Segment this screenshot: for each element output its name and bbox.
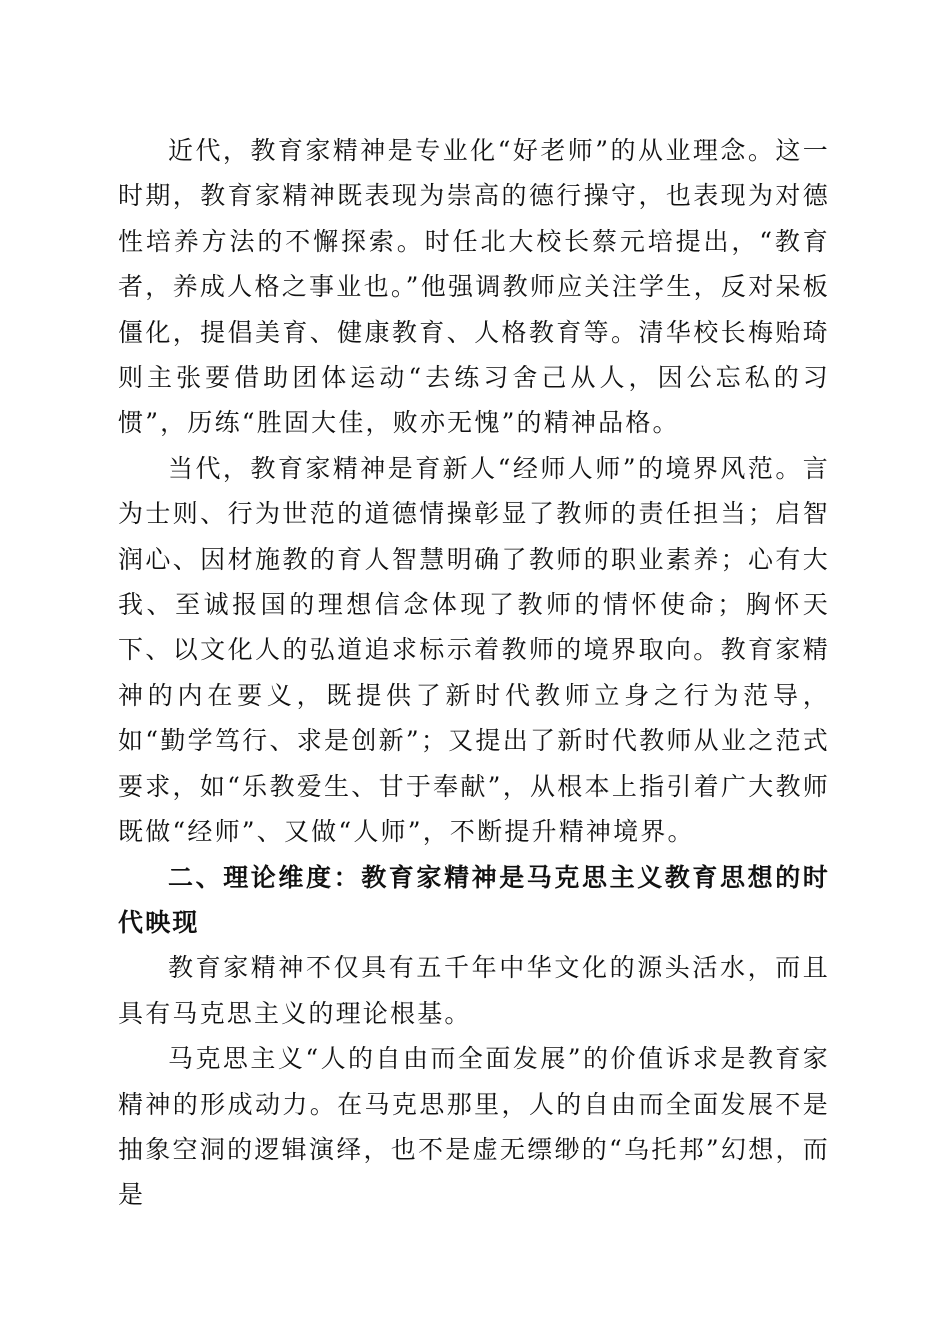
- section-heading: 二、理论维度：教育家精神是马克思主义教育思想的时代映现: [118, 862, 830, 937]
- paragraph-theory-intro: 教育家精神不仅具有五千年中华文化的源头活水，而且具有马克思主义的理论根基。: [118, 953, 830, 1028]
- paragraph-modern-era: 近代，教育家精神是专业化“好老师”的从业理念。这一时期，教育家精神既表现为崇高的德行操守，也表现为对德性培养方法的不懈探索。时任北大校长蔡元培提出，“教育者，养成人格之事业也。”他强调教师应关注学生，反对呆板僵化，提倡美育、健康教育、人格教育等。清华校长梅贻琦则主张要借助团体运动“去练习舍己从人，因公忘私的习惯”，历练“胜固大佳，败亦无愧”的精神品格。: [118, 136, 830, 438]
- paragraph-contemporary-era: 当代，教育家精神是育新人“经师人师”的境界风范。言为士则、行为世范的道德情操彰显了教师的责任担当；启智润心、因材施教的育人智慧明确了教师的职业素养；心有大我、至诚报国的理想信念体现了教师的情怀使命；胸怀天下、以文化人的弘道追求标示着教师的境界取向。教育家精神的内在要义，既提供了新时代教师立身之行为范导，如“勤学笃行、求是创新”；又提出了新时代教师从业之范式要求，如“乐教爱生、甘于奉献”，从根本上指引着广大教师既做“经师”、又做“人师”，不断提升精神境界。: [118, 453, 830, 847]
- document-body: [118, 128, 830, 1218]
- paragraph-marxism-value: 马克思主义“人的自由而全面发展”的价值诉求是教育家精神的形成动力。在马克思那里，人的自由而全面发展不是抽象空洞的逻辑演绎，也不是虚无缥缈的“乌托邦”幻想，而是: [118, 1044, 830, 1210]
